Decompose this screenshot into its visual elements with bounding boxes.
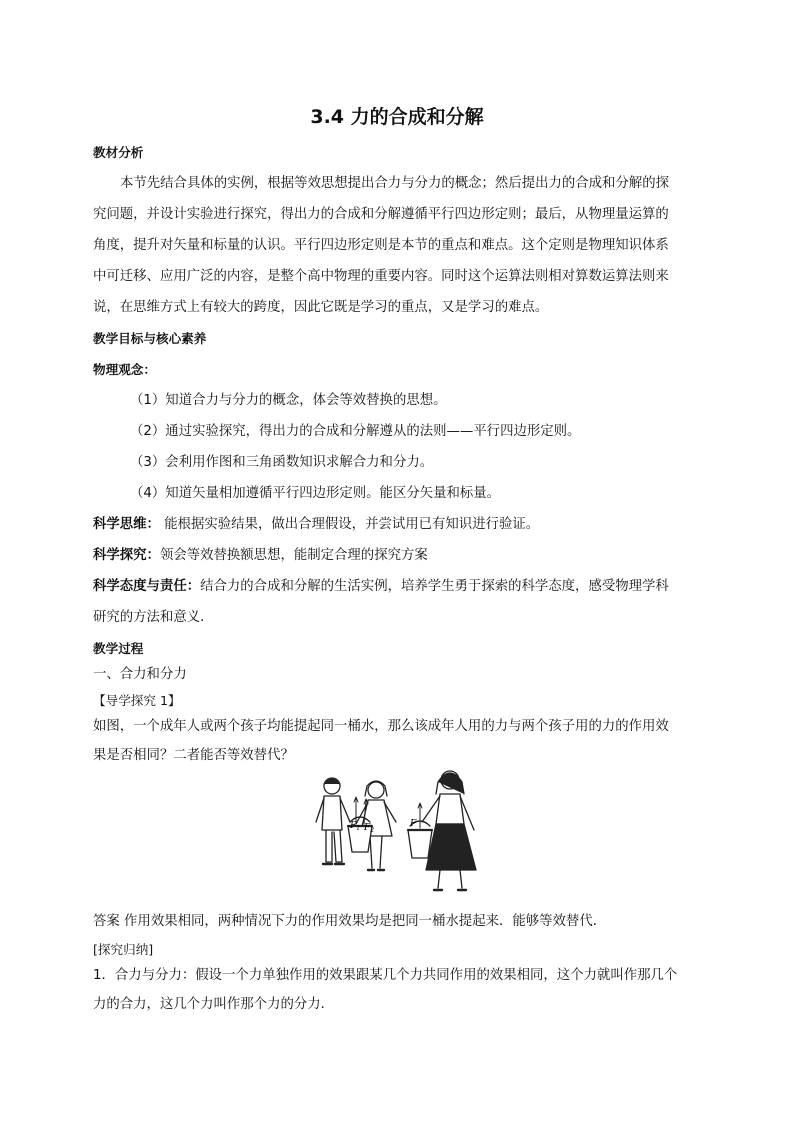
force-label-f: F <box>410 819 417 829</box>
answer-line: 答案 作用效果相同，两种情况下力的作用效果均是把同一桶水提起来．能够等效替代． <box>93 914 607 929</box>
boy-figure <box>316 778 350 864</box>
section-1-heading: 一、合力和分力 <box>93 667 187 682</box>
guide-label: 【导学探究 1】 <box>93 693 181 708</box>
concept-heading: 物理观念： <box>93 362 156 377</box>
concept-item-1: （1）知道合力与分力的概念，体会等效替换的思想。 <box>130 393 447 408</box>
force-label-f1: $F_1$ <box>350 821 361 832</box>
attitude-line <box>93 577 705 597</box>
adult-and-children-carrying-buckets-illustration <box>310 764 492 896</box>
concept-item-2: （2）通过实验探究，得出力的合成和分解遵从的法则——平行四边形定则。 <box>130 424 581 439</box>
analysis-heading: 教材分析 <box>93 145 144 160</box>
summary-line-2: 力的合力，这几个力叫作那个力的分力． <box>93 997 335 1012</box>
inquiry-line <box>93 546 705 566</box>
question-line-2: 果是否相同？二者能否等效替代？ <box>93 748 294 763</box>
analysis-line-4: 中可迁移、应用广泛的内容，是整个高中物理的重要内容。同时这个运算法则相对算数运算法则来 <box>93 269 669 284</box>
thinking-label: 科学思维： <box>93 517 160 532</box>
attitude-text: 结合力的合成和分解的生活实例，培养学生勇于探索的科学态度，感受物理学科 <box>200 579 669 594</box>
thinking-text: 能根据实验结果，做出合理假设，并尝试用已有知识进行验证。 <box>159 517 540 532</box>
goals-heading: 教学目标与核心素养 <box>93 331 207 346</box>
inquiry-label: 科学探究： <box>93 548 160 563</box>
attitude-label: 科学态度与责任： <box>93 579 201 594</box>
process-heading: 教学过程 <box>93 641 144 656</box>
analysis-line-1: 本节先结合具体的实例，根据等效思想提出合力与分力的概念；然后提出力的合成和分解的探 <box>120 176 670 191</box>
analysis-line-2: 究问题，并设计实验进行探究，得出力的合成和分解遵循平行四边形定则；最后，从物理量运算的 <box>93 207 669 222</box>
large-bucket <box>408 803 432 858</box>
summary-heading: [探究归纳] <box>93 942 154 957</box>
summary-line-1: 1．合力与分力：假设一个力单独作用的效果跟某几个力共同作用的效果相同，这个力就叫作那几个 <box>93 968 678 983</box>
page-title: 3.4 力的合成和分解 <box>310 106 484 128</box>
concept-item-4: （4）知道矢量相加遵循平行四边形定则。能区分矢量和标量。 <box>130 486 501 501</box>
attitude-line-2: 研究的方法和意义． <box>93 610 214 625</box>
analysis-line-5: 说，在思维方式上有较大的跨度，因此它既是学习的重点，又是学习的难点。 <box>93 300 549 315</box>
force-label-f2: $F_2$ <box>364 823 375 834</box>
inquiry-text: 领会等效替换额思想，能制定合理的探究方案 <box>159 548 428 563</box>
thinking-line <box>93 515 705 535</box>
analysis-line-3: 角度，提升对矢量和标量的认识。平行四边形定则是本节的重点和难点。这个定则是物理知识体系 <box>93 238 669 253</box>
question-line-1: 如图，一个成年人或两个孩子均能提起同一桶水，那么该成年人用的力与两个孩子用的力的作用效 <box>93 719 669 734</box>
concept-item-3: （3）会利用作图和三角函数知识求解合力和分力。 <box>130 455 434 470</box>
